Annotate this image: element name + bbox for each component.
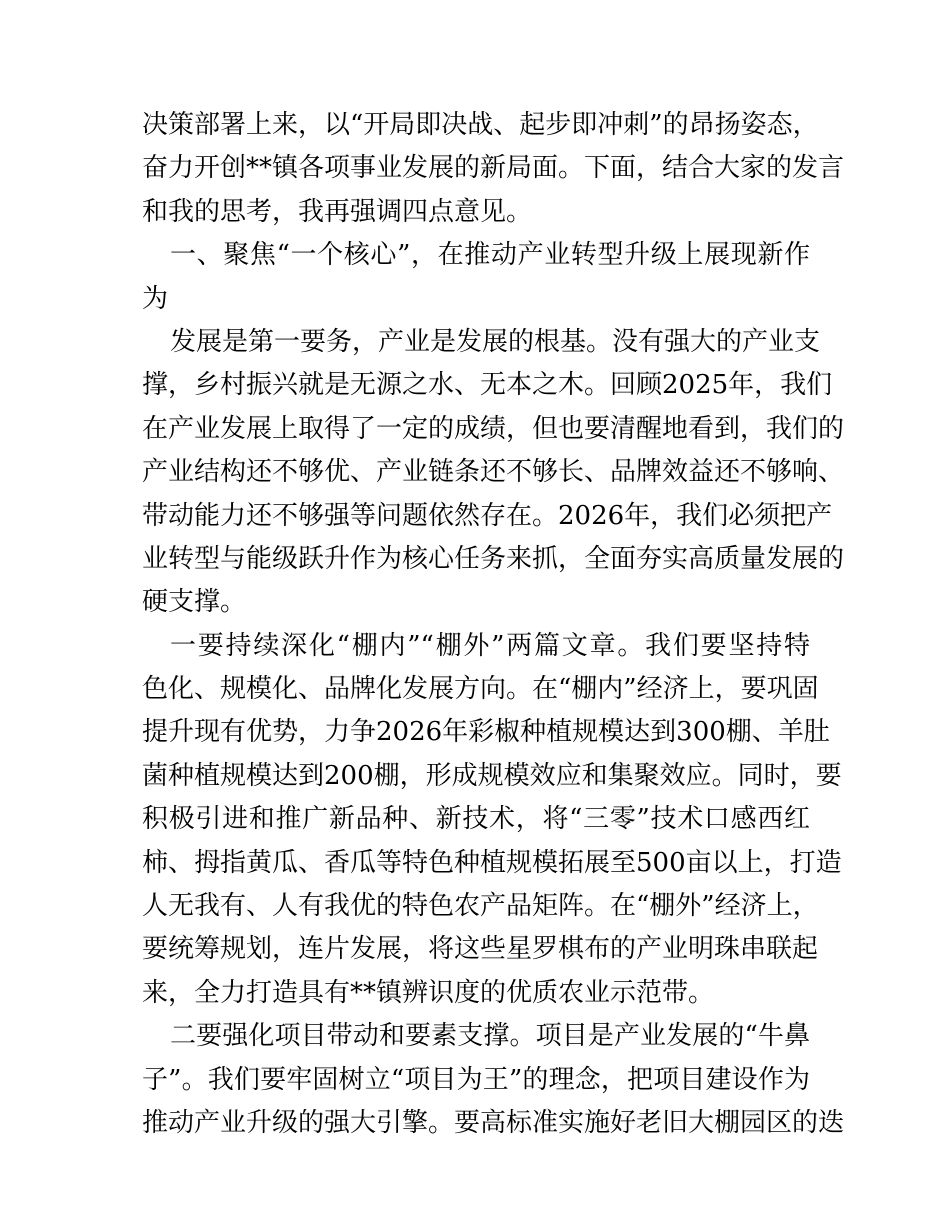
text-line: 发展是第一要务，产业是发展的根基。没有强大的产业支 (170, 326, 821, 357)
text-line: 硬支撑。 (142, 587, 247, 618)
text-line: 积极引进和推广新品种、新技术，将“三零”技术口感西红 (142, 804, 810, 835)
document-page (142, 104, 845, 1145)
text-line: 奋力开创**镇各项事业发展的新局面。下面，结合大家的发言 (142, 153, 845, 184)
section-heading-line: 一、聚焦“一个核心”，在推动产业转型升级上展现新作 (170, 240, 810, 271)
text-line: 撑，乡村振兴就是无源之水、无本之木。回顾2025年，我们 (142, 370, 833, 401)
text-line: 二要强化项目带动和要素支撑。项目是产业发展的“牛鼻 (170, 1021, 810, 1052)
text-line: 在产业发展上取得了一定的成绩，但也要清醒地看到，我们的 (142, 413, 845, 444)
text-line: 菌种植规模达到200棚，形成规模效应和集聚效应。同时，要 (142, 760, 842, 791)
text-line: 业转型与能级跃升作为核心任务来抓，全面夯实高质量发展的 (142, 543, 845, 574)
text-line: 人无我有、人有我优的特色农产品矩阵。在“棚外”经济上， (142, 891, 819, 922)
text-line: 子”。我们要牢固树立“项目为王”的理念，把项目建设作为 (142, 1064, 810, 1095)
text-line: 带动能力还不够强等问题依然存在。2026年，我们必须把产 (142, 500, 833, 531)
text-line: 和我的思考，我再强调四点意见。 (142, 196, 533, 227)
text-line: 色化、规模化、品牌化发展方向。在“棚内”经济上，要巩固 (142, 674, 819, 705)
text-line: 来，全力打造具有**镇辨识度的优质农业示范带。 (142, 977, 715, 1008)
text-line: 柿、拇指黄瓜、香瓜等特色种植规模拓展至500亩以上，打造 (142, 847, 842, 878)
section-heading-line: 为 (142, 283, 169, 314)
text-line: 要统筹规划，连片发展，将这些星罗棋布的产业明珠串联起 (142, 934, 819, 965)
text-line: 推动产业升级的强大引擎。要高标准实施好老旧大棚园区的迭 (142, 1107, 845, 1138)
text-line: 提升现有优势，力争2026年彩椒种植规模达到300棚、羊肚 (142, 717, 830, 748)
text-line: 产业结构还不够优、产业链条还不够长、品牌效益还不够响、 (142, 457, 845, 488)
text-line: 一要持续深化“棚内”“棚外”两篇文章。我们要坚持特 (170, 630, 810, 661)
text-line: 决策部署上来，以“开局即决战、起步即冲刺”的昂扬姿态， (142, 110, 819, 140)
